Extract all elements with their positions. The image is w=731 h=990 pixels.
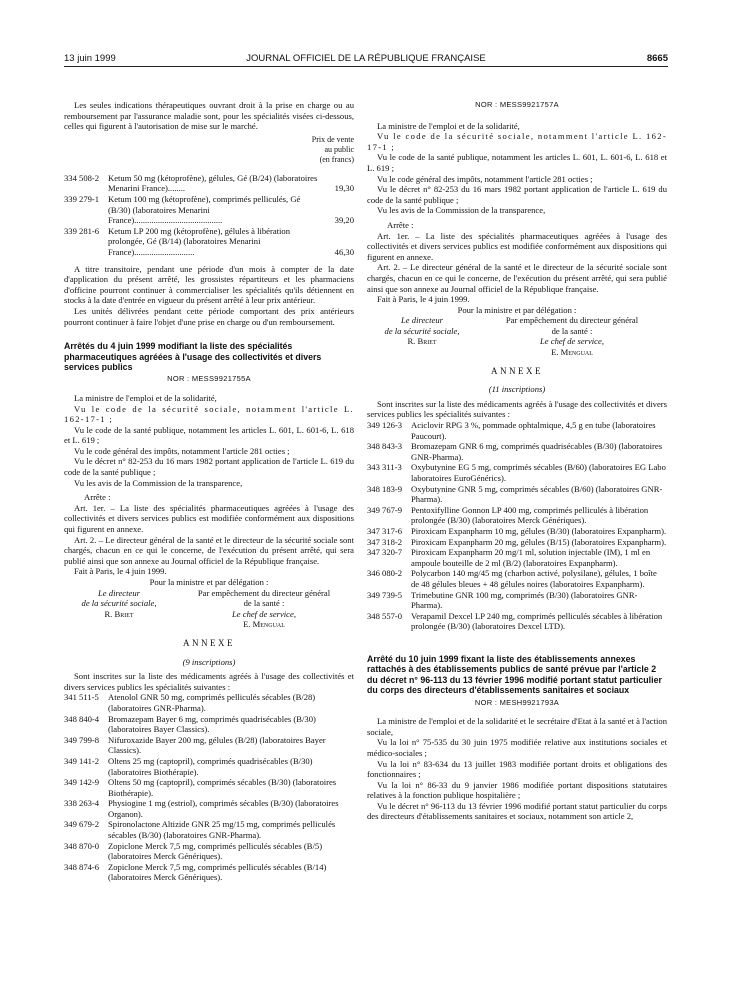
list-item bbox=[64, 841, 354, 862]
minister-line: La ministre de l'emploi et de la solidarité, bbox=[74, 392, 217, 403]
medicine-list bbox=[367, 420, 667, 632]
signatory-title: de la sécurité sociale, bbox=[384, 325, 460, 336]
visa-line: Vu le code de la santé publique, notamment les articles L. 601, L. 601-6, L. 618 et L. 619 ; bbox=[367, 152, 667, 173]
nor-reference: NOR : MESH9921793A bbox=[474, 697, 560, 707]
list-item bbox=[64, 862, 354, 883]
item-code: 341 511-5 bbox=[64, 692, 99, 703]
item-code: 334 508-2 bbox=[64, 172, 100, 183]
visa-line: Vu le décret n° 96-113 du 13 février 1996 modifié portant statut particulier du corps des directeurs d'établissements sanitaires et sociaux, notamment son article 2, bbox=[367, 800, 667, 822]
minister-line: La ministre de l'emploi et de la solidarité et le secrétaire d'Etat à la santé et à l'action sociale, bbox=[367, 716, 667, 737]
item-text: Oxybutynine GNR 5 mg, comprimés sécables (B/60) (laboratoires GNR-Pharma). bbox=[411, 483, 663, 505]
item-code: 347 320-7 bbox=[367, 547, 403, 558]
list-item bbox=[367, 484, 667, 505]
item-code: 346 080-2 bbox=[367, 568, 403, 579]
item-text: Piroxicam Expanpharm 20 mg, gélules (B/15) (laboratoires Expanpharm). bbox=[411, 536, 667, 547]
item-code: 348 870-0 bbox=[64, 840, 100, 851]
intro-paragraph: Les seules indications thérapeutiques ouvrant droit à la prise en charge ou au remboursement par l'assurance maladie sont, pour les spécialités visées ci-dessous, celles qui figurent à l'autorisation de mise sur le marché. bbox=[64, 100, 354, 132]
price-item bbox=[64, 226, 354, 258]
arrete-label: Arrête : bbox=[84, 492, 111, 503]
signatory-title: Par empêchement du directeur général bbox=[197, 587, 331, 598]
visa-line: Vu la loi n° 86-33 du 9 janvier 1986 modifiée portant dispositions statutaires relatives à la fonction publique hospitalière ; bbox=[367, 779, 667, 801]
item-text: Ketum LP 200 mg (kétoprofène), gélules à libération prolongée, Gé (B/14) (laboratoires Menarini France)............................ bbox=[108, 225, 291, 257]
item-text: Ketum 100 mg (kétoprofène), comprimés pelliculés, Gé (B/30) (laboratoires Menarini France)......................................... bbox=[108, 193, 301, 226]
signature-block bbox=[367, 315, 667, 357]
annexe-intro: Sont inscrites sur la liste des médicaments agréés à l'usage des collectivités et divers services publics les spécialités suivantes : bbox=[64, 671, 354, 692]
article-2: Art. 2. – Le directeur général de la santé et le directeur de la sécurité sociale sont chargés, chacun en ce qui le concerne, de l'exécution du présent arrêté, qui sera publié ainsi que son annexe au Journal officiel de la République française. bbox=[64, 534, 354, 566]
list-item bbox=[64, 714, 354, 735]
list-item bbox=[367, 462, 667, 483]
header-page-number: 8665 bbox=[646, 53, 668, 64]
item-text: Piroxicam Expanpharm 20 mg/1 ml, solution injectable (IM), 1 ml en ampoule bouteille de 2 ml (B/2) (laboratoires Expanpharm). bbox=[411, 547, 651, 568]
item-text: Polycarbon 140 mg/45 mg (charbon activé, polysilane), gélules, 1 boîte de 48 gélules bleues + 48 gélules noires (laboratoires Expanpharm). bbox=[411, 568, 657, 589]
list-item bbox=[367, 537, 667, 548]
annexe-intro: Sont inscrites sur la liste des médicaments agréés à l'usage des collectivités et divers services publics les spécialités suivantes : bbox=[367, 398, 667, 420]
item-price: 46,30 bbox=[334, 246, 354, 257]
header-title: JOURNAL OFFICIEL DE LA RÉPUBLIQUE FRANÇAISE bbox=[246, 53, 486, 64]
header-rule bbox=[64, 66, 668, 67]
price-header-line: au public bbox=[324, 144, 354, 154]
visa-line: Vu les avis de la Commission de la transparence, bbox=[74, 477, 243, 488]
item-price: 39,20 bbox=[334, 215, 354, 226]
price-item bbox=[64, 173, 354, 194]
item-text: Nifuroxazide Bayer 200 mg, gélules (B/28) (laboratoires Bayer Classics). bbox=[108, 734, 326, 756]
list-item bbox=[64, 819, 354, 840]
price-header bbox=[64, 135, 354, 165]
list-item bbox=[367, 526, 667, 537]
list-item bbox=[367, 611, 667, 632]
list-item bbox=[367, 590, 667, 611]
price-header-line: (en francs) bbox=[319, 154, 354, 164]
item-text: Pentoxifylline Gonnon LP 400 mg, comprimés pelliculés à libération prolongée (B/30) (laboratoires Merck Génériques). bbox=[411, 504, 649, 526]
decree-title: Arrêtés du 4 juin 1999 modifiant la liste des spécialités pharmaceutiques agréées à l'usage des collectivités et divers services publics bbox=[64, 341, 322, 372]
visa-line: Vu le code général des impôts, notamment l'article 281 octies ; bbox=[74, 445, 290, 456]
visa-line: Vu le décret n° 82-253 du 16 mars 1982 portant application de l'article L. 619 du code de la santé publique ; bbox=[367, 184, 667, 205]
signatory-title: de la sécurité sociale, bbox=[81, 598, 157, 609]
price-list bbox=[64, 173, 354, 258]
visa-line: Vu la loi n° 83-634 du 13 juillet 1983 modifiée portant droits et obligations des fonctionnaires ; bbox=[367, 758, 667, 780]
item-code: 348 874-6 bbox=[64, 861, 100, 872]
item-code: 339 279-1 bbox=[64, 193, 100, 204]
signatory-name: E. Mengual bbox=[243, 619, 285, 630]
signatory-name: R. Briet bbox=[104, 608, 134, 619]
item-text: Ketum 50 mg (kétoprofène), gélules, Gé (B/24) (laboratoires Menarini France)........ bbox=[108, 172, 318, 194]
units-paragraph: Les unités délivrées pendant cette période comportant des prix antérieurs pourront continuer à faire l'objet d'une prise en charge ou d'un remboursement. bbox=[64, 305, 354, 327]
price-header-line: Prix de vente bbox=[311, 134, 354, 144]
visa-line: Vu le code de la sécurité sociale, notamment l'article L. 162-17-1 ; bbox=[367, 131, 667, 152]
list-item bbox=[367, 505, 667, 526]
left-column bbox=[64, 100, 354, 883]
medicine-list bbox=[64, 692, 354, 883]
transition-paragraph: A titre transitoire, pendant une période d'un mois à compter de la date d'application du présent arrêté, les grossistes répartiteurs et les pharmaciens d'officine pourront continuer à commercialiser les spécialités qu'ils détiennent en stocks à la date d'entrée en vigueur du présent arrêté à leur prix antérieur. bbox=[64, 263, 354, 306]
delegation-line: Pour la ministre et par délégation : bbox=[457, 304, 577, 315]
arrete-label: Arrête : bbox=[387, 219, 414, 230]
item-text: Oltens 25 mg (captopril), comprimés quadrisécables (B/30) (laboratoires Biothérapie). bbox=[108, 755, 313, 777]
price-item bbox=[64, 194, 354, 226]
minister-line: La ministre de l'emploi et de la solidarité, bbox=[377, 120, 520, 131]
signature-date: Fait à Paris, le 4 juin 1999. bbox=[377, 294, 470, 305]
article-2: Art. 2. – Le directeur général de la santé et le directeur de la sécurité sociale sont chargés, chacun en ce qui le concerne, de l'exécution du présent arrêté, qui sera publié ainsi que son annexe au Journal officiel de la République française. bbox=[367, 262, 667, 294]
visa-line: Vu la loi n° 75-535 du 30 juin 1975 modifiée relative aux institutions sociales et médico-sociales ; bbox=[367, 737, 667, 758]
item-code: 348 557-0 bbox=[367, 610, 403, 621]
article-1: Art. 1er. – La liste des spécialités pharmaceutiques agréées à l'usage des collectivités et divers services publics est modifiée conformément aux dispositions qui figurent en annexe. bbox=[367, 230, 667, 262]
item-code: 349 142-9 bbox=[64, 777, 100, 788]
nor-reference: NOR : MESS9921757A bbox=[475, 100, 559, 109]
item-code: 349 126-3 bbox=[367, 420, 403, 431]
item-code: 349 767-9 bbox=[367, 504, 403, 515]
item-text: Trimebutine GNR 100 mg, comprimés (B/30) (laboratoires GNR-Pharma). bbox=[411, 589, 638, 611]
item-code: 348 843-3 bbox=[367, 441, 403, 452]
item-price: 19,30 bbox=[334, 183, 354, 194]
item-code: 347 317-6 bbox=[367, 525, 403, 536]
list-item bbox=[64, 735, 354, 756]
signatory-title: Le chef de service, bbox=[232, 608, 296, 619]
decree-title: Arrêté du 10 juin 1999 fixant la liste des établissements annexes rattachés à des établissements publics de santé prévue par l'article 2 du décret n° 96-113 du 13 février 1996 modifié portant statut particulier du corps des directeurs d'établissements sanitaires et sociaux bbox=[367, 653, 662, 696]
item-code: 348 840-4 bbox=[64, 713, 100, 724]
signatory-name: R. Briet bbox=[407, 336, 437, 347]
list-item bbox=[367, 420, 667, 441]
annexe-heading: ANNEXE bbox=[183, 637, 235, 648]
list-item bbox=[64, 692, 354, 713]
signature-block bbox=[64, 588, 354, 630]
signatory-title: de la santé : bbox=[243, 598, 285, 609]
signatory-title: Le directeur bbox=[401, 315, 443, 326]
item-code: 348 183-9 bbox=[367, 483, 403, 494]
item-text: Atenolol GNR 50 mg, comprimés pelliculés sécables (B/28) (laboratoires GNR-Pharma). bbox=[108, 692, 316, 713]
nor-reference: NOR : MESS9921755A bbox=[167, 374, 251, 384]
signatory-title: Le chef de service, bbox=[540, 336, 604, 347]
item-code: 349 679-2 bbox=[64, 819, 100, 830]
item-text: Verapamil Dexcel LP 240 mg, comprimés pelliculés sécables à libération prolongée (B/30) (laboratoires Dexcel LTD). bbox=[411, 610, 663, 632]
item-text: Zopiclone Merck 7,5 mg, comprimés pelliculés sécables (B/14) (laboratoires Merck Génériques). bbox=[108, 861, 327, 883]
item-code: 349 799-8 bbox=[64, 734, 100, 745]
signatory-name: E. Mengual bbox=[551, 347, 593, 358]
item-text: Physiogine 1 mg (estriol), comprimés sécables (B/30) (laboratoires Organon). bbox=[108, 798, 339, 819]
page-header bbox=[64, 53, 668, 67]
visa-line: Vu le code de la sécurité sociale, notamment l'article L. 162-17-1 ; bbox=[64, 403, 354, 425]
signature-date: Fait à Paris, le 4 juin 1999. bbox=[74, 566, 167, 577]
item-text: Bromazepam Bayer 6 mg, comprimés quadrisécables (B/30) (laboratoires Bayer Classics). bbox=[108, 713, 316, 735]
item-text: Zopiclone Merck 7,5 mg, comprimés pelliculés sécables (B/5) (laboratoires Merck Génériques). bbox=[108, 840, 323, 862]
annexe-heading: ANNEXE bbox=[491, 365, 543, 376]
item-text: Spironolactone Altizide GNR 25 mg/15 mg, comprimés pelliculés sécables (B/30) (laboratoires GNR-Pharma). bbox=[108, 819, 336, 841]
signatory-title: de la santé : bbox=[551, 325, 593, 336]
list-item bbox=[367, 547, 667, 568]
item-code: 338 263-4 bbox=[64, 798, 100, 809]
visa-line: Vu le code général des impôts, notamment l'article 281 octies ; bbox=[377, 173, 593, 184]
item-text: Oxybutynine EG 5 mg, comprimés sécables (B/60) (laboratoires EG Labo laboratoires EuroGénérics). bbox=[411, 462, 666, 483]
item-text: Oltens 50 mg (captopril), comprimés sécables (B/30) (laboratoires Biothérapie). bbox=[108, 777, 337, 798]
list-item bbox=[64, 756, 354, 777]
inscriptions-count: (9 inscriptions) bbox=[182, 656, 236, 667]
header-date: 13 juin 1999 bbox=[64, 53, 116, 64]
item-text: Bromazepam GNR 6 mg, comprimés quadrisécables (B/30) (laboratoires GNR-Pharma). bbox=[411, 441, 663, 462]
item-text: Aciclovir RPG 3 %, pommade ophtalmique, 4,5 g en tube (laboratoires Paucourt). bbox=[411, 420, 656, 441]
list-item bbox=[367, 568, 667, 589]
item-text: Piroxicam Expanpharm 10 mg, gélules (B/30) (laboratoires Expanpharm). bbox=[411, 525, 667, 536]
delegation-line: Pour la ministre et par délégation : bbox=[149, 577, 269, 587]
list-item bbox=[367, 441, 667, 462]
visa-line: Vu le décret n° 82-253 du 16 mars 1982 portant application de l'article L. 619 du code de la santé publique ; bbox=[64, 456, 354, 478]
inscriptions-count: (11 inscriptions) bbox=[488, 384, 546, 395]
article-1: Art. 1er. – La liste des spécialités pharmaceutiques agréées à l'usage des collectivités et divers services publics est modifiée conformément aux dispositions qui figurent en annexe. bbox=[64, 502, 354, 535]
item-code: 343 311-3 bbox=[367, 462, 402, 473]
list-item bbox=[64, 798, 354, 819]
item-code: 347 318-2 bbox=[367, 536, 403, 547]
list-item bbox=[64, 777, 354, 798]
visa-line: Vu le code de la santé publique, notamment les articles L. 601, L. 601-6, L. 618 et L. 619 ; bbox=[64, 424, 354, 446]
item-code: 349 141-2 bbox=[64, 755, 100, 766]
visa-line: Vu les avis de la Commission de la transparence, bbox=[377, 205, 546, 216]
signatory-title: Par empêchement du directeur général bbox=[505, 315, 639, 326]
item-code: 339 281-6 bbox=[64, 225, 100, 236]
right-column bbox=[367, 100, 667, 822]
item-code: 349 739-5 bbox=[367, 589, 403, 600]
signatory-title: Le directeur bbox=[98, 587, 140, 598]
